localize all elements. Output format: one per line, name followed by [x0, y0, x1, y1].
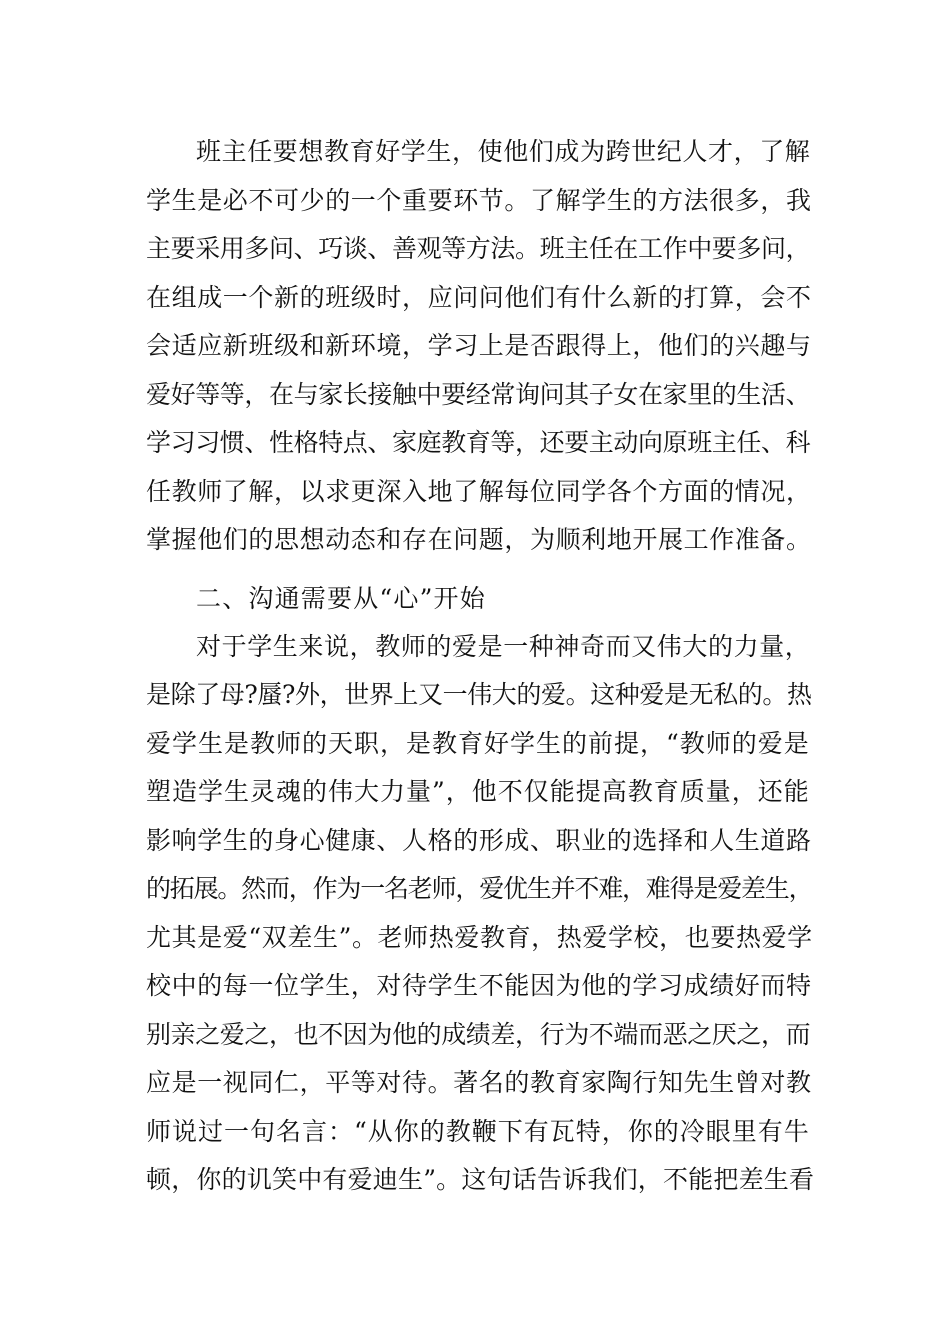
paragraph-line: 掌握他们的思想动态和存在问题，为顺利地开展工作准备。 [146, 525, 812, 554]
paragraph-line: 任教师了解，以求更深入地了解每位同学各个方面的情况， [146, 477, 812, 506]
paragraph-line: 尤其是爱“双差生”。老师热爱教育，热爱学校，也要热爱学 [146, 923, 813, 952]
paragraph-line: 在组成一个新的班级时，应问问他们有什么新的打算，会不 [146, 283, 812, 312]
paragraph-line: 会适应新班级和新环境，学习上是否跟得上，他们的兴趣与 [146, 331, 812, 360]
paragraph-line: 对于学生来说，教师的爱是一种神奇而又伟大的力量， [196, 632, 811, 661]
paragraph-line: 影响学生的身心健康、人格的形成、职业的选择和人生道路 [146, 826, 812, 855]
paragraph-line: 爱学生是教师的天职，是教育好学生的前提，“教师的爱是 [146, 729, 810, 758]
paragraph-line: 主要采用多问、巧谈、善观等方法。班主任在工作中要多问， [146, 234, 811, 263]
paragraph-line: 班主任要想教育好学生，使他们成为跨世纪人才，了解 [196, 137, 811, 166]
paragraph-line: 是除了母?蜃?外，世界上又一伟大的爱。这种爱是无私的。热 [146, 680, 812, 709]
paragraph-line: 师说过一句名言：“从你的教鞭下有瓦特，你的冷眼里有牛 [146, 1117, 810, 1146]
paragraph-line: 校中的每一位学生，对待学生不能因为他的学习成绩好而特 [146, 971, 812, 1000]
paragraph-line: 应是一视同仁，平等对待。著名的教育家陶行知先生曾对教 [146, 1068, 812, 1097]
paragraph-line: 塑造学生灵魂的伟大力量”，他不仅能提高教育质量，还能 [146, 777, 810, 806]
paragraph-line: 学习习惯、性格特点、家庭教育等，还要主动向原班主任、科 [146, 428, 811, 457]
paragraph-line: 顿，你的讥笑中有爱迪生”。这句话告诉我们，不能把差生看 [146, 1165, 815, 1194]
paragraph-line: 的拓展。然而，作为一名老师，爱优生并不难，难得是爱差生， [146, 874, 813, 903]
section-heading: 二、沟通需要从“心”开始 [196, 584, 486, 613]
paragraph-line: 爱好等等，在与家长接触中要经常询问其子女在家里的生活、 [146, 380, 811, 409]
paragraph-line: 学生是必不可少的一个重要环节。了解学生的方法很多，我 [146, 186, 812, 215]
paragraph-line: 别亲之爱之，也不因为他的成绩差，行为不端而恶之厌之，而 [146, 1020, 811, 1049]
